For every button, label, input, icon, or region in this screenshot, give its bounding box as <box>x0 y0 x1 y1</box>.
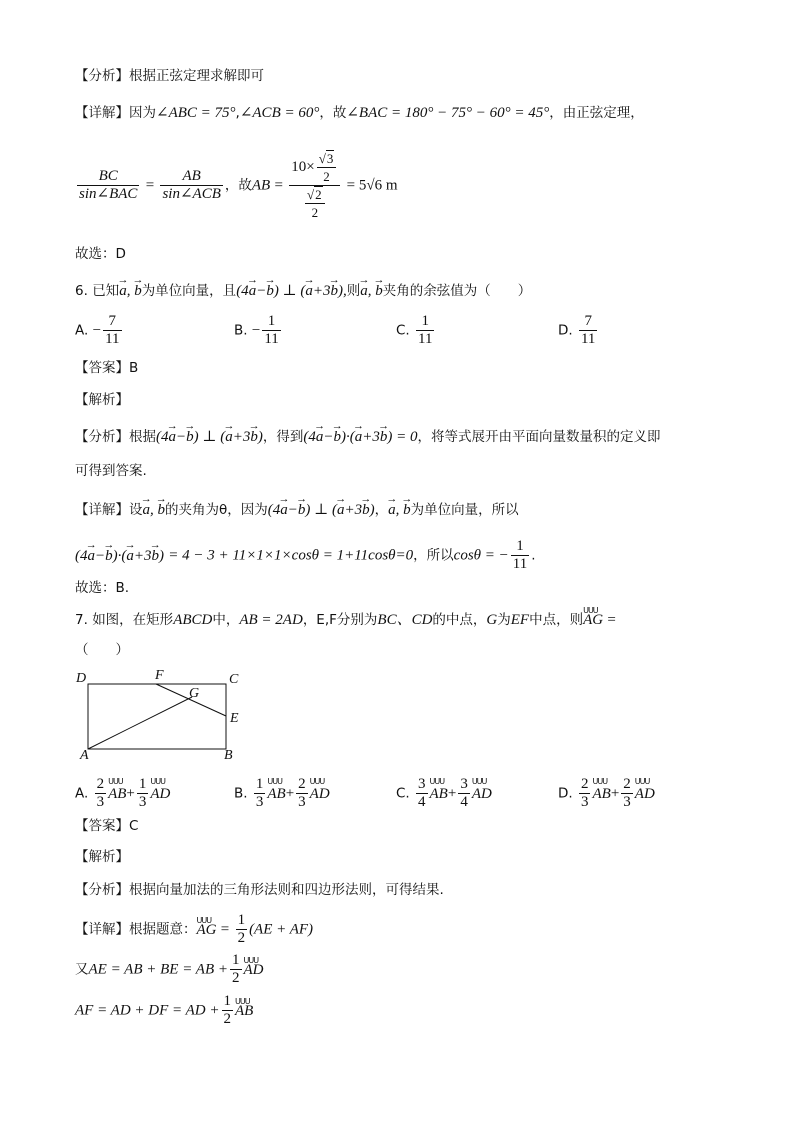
analysis-text: 根据正弦定理求解即可 <box>129 68 264 84</box>
result: = 5√6 m <box>346 177 398 194</box>
frac-num: 1 <box>237 912 246 928</box>
frac-den: 3 <box>623 794 631 810</box>
q7-option-a: A. $\frac{2}{3}$ UUU AB+ $\frac{1}{3}$ UUU AD <box>75 776 170 811</box>
q6-option-d <box>558 313 599 348</box>
ef-segment: EF <box>510 612 530 628</box>
stem-a: 已知 <box>92 283 120 299</box>
q6-jiexi-tag: 【解析】 <box>75 392 129 408</box>
frac-den: 3 <box>255 794 264 810</box>
detail-prefix: 因为 <box>129 105 156 121</box>
detail-tag: 【详解】 <box>75 921 129 938</box>
q6-analysis <box>75 427 660 447</box>
option-letter: B. <box>234 785 248 802</box>
sum-ae-af: (AE + AF) <box>249 921 314 938</box>
vectors-a-b: → a, → b <box>143 502 166 518</box>
frac-den: 4 <box>460 794 468 810</box>
vector-ad: UUU AD <box>244 960 264 980</box>
big-frac-den <box>289 186 340 221</box>
coef2 <box>621 776 633 811</box>
frac-num: 1 <box>255 776 264 792</box>
q5-law-of-sines <box>75 150 398 220</box>
detail-mid1: ，故 <box>319 105 347 121</box>
stem-c: ，E,F分别为 <box>302 612 378 628</box>
angle-acb: ∠ACB = 60° <box>239 105 320 121</box>
vector-ab: UUU AB <box>267 786 285 803</box>
fraction-ab-over-sinacb <box>160 168 222 203</box>
detail-d: 为单位向量，所以 <box>410 502 519 518</box>
vector-ab: UUU AB <box>592 786 610 803</box>
vectors-a-b: → a, → b <box>119 283 142 299</box>
q5-answer-line: 故选：D <box>75 246 126 262</box>
detail-tag: 【详解】 <box>75 502 129 518</box>
label-c: C <box>229 672 239 687</box>
vectors-a-b: → a, → b <box>388 502 411 518</box>
q6-analysis-cont: 可得到答案. <box>75 463 147 479</box>
q6-option-a <box>75 313 124 348</box>
stem-b: 为单位向量，且 <box>141 283 237 299</box>
q7-line-af <box>75 993 253 1028</box>
frac-den: 3 <box>96 794 105 810</box>
q6-detail <box>75 500 519 520</box>
frac-num: 1 <box>232 952 240 968</box>
half <box>222 993 234 1028</box>
ab-label: AB <box>251 177 271 194</box>
angle-bac-calc: ∠BAC = 180° − 75° − 60° = 45° <box>346 105 550 121</box>
option-fraction <box>579 313 597 348</box>
option-fraction <box>103 313 121 348</box>
perp-condition: (4→ a−→ b) ⊥ (→ a+3→ b) <box>156 429 263 445</box>
option-letter: C. <box>396 785 410 802</box>
frac-num: 1 <box>262 313 280 331</box>
ab-eq: AB = 2AD <box>239 612 303 628</box>
frac-num: 7 <box>579 313 597 331</box>
analysis-c: ，将等式展开由平面向量数量积的定义即 <box>417 429 661 445</box>
question-number: 7. <box>75 612 88 628</box>
vector-ad: UUU AD <box>310 786 330 803</box>
q6-answer-line: 故选：B. <box>75 580 130 596</box>
af-expression: AF = AD + DF = AD + <box>75 1002 220 1019</box>
option-fraction <box>262 313 280 348</box>
frac-num: 1 <box>138 776 147 792</box>
perp-condition: (4→ a−→ b) ⊥ (→ a+3→ b), <box>236 283 347 299</box>
vector-ag: UUU AG <box>197 920 217 940</box>
label-a: A <box>80 748 89 763</box>
frac-num: 3 <box>418 776 426 792</box>
q7-option-c: C. $\frac{3}{4}$ UUU AB+ $\frac{3}{4}$ UUU AD <box>396 776 492 811</box>
bc-cd: BC、CD <box>377 612 433 628</box>
sqrt2: 2 <box>315 187 322 202</box>
analysis-text: 根据向量加法的三角形法则和四边形法则，可得结果. <box>129 882 444 898</box>
option-letter: A. <box>75 322 89 339</box>
coef1 <box>416 776 428 811</box>
rect-name: ABCD <box>173 612 213 628</box>
perp-condition: (4→ a−→ b) ⊥ (→ a+3→ b) <box>268 502 375 518</box>
analysis-tag: 【分析】 <box>75 68 129 84</box>
frac-num: 2 <box>298 776 306 792</box>
detail-text: 根据题意： <box>129 921 197 938</box>
frac-num: BC <box>77 168 139 186</box>
analysis-a: 根据 <box>129 429 156 445</box>
label-b: B <box>224 748 233 763</box>
q7-detail: 【详解】根据题意：UUU AG = $\frac{1}{2}$ (AE + AF) <box>75 912 313 947</box>
equals-sign: = <box>145 177 155 194</box>
answer-tag: 【答案】 <box>75 360 129 376</box>
coef1 <box>95 776 107 811</box>
frac-den: 3 <box>298 794 306 810</box>
segment-ag <box>88 697 192 749</box>
option-letter: A. <box>75 785 89 802</box>
frac-den: 2 <box>232 970 240 986</box>
gu-text: ，故 <box>224 177 252 194</box>
q6-answer <box>75 358 138 378</box>
stem-c: 则 <box>346 283 361 299</box>
frac-den: sin∠BAC <box>79 186 138 202</box>
option-letter: D. <box>558 785 573 802</box>
frac-num: 2 <box>96 776 105 792</box>
dot-product-zero: (4→ a−→ b)·(→ a+3→ b) = 0 <box>303 429 417 445</box>
ae-expression: AE = AB + BE = AB + <box>88 961 228 978</box>
frac-den: 4 <box>418 794 426 810</box>
frac-num: AB <box>160 168 222 186</box>
half <box>236 912 248 947</box>
vector-ag: UUU AG <box>583 610 603 630</box>
q6-option-b <box>234 313 283 348</box>
frac-num: 1 <box>416 313 434 331</box>
you-text: 又 <box>75 961 89 978</box>
analysis-tag: 【分析】 <box>75 882 129 898</box>
frac-den: 11 <box>512 556 528 572</box>
detail-a: 设 <box>129 502 143 518</box>
g-point: G <box>486 612 498 628</box>
stem-b: 中， <box>212 612 240 628</box>
option-letter: C. <box>396 322 410 339</box>
frac-num: 2 <box>623 776 631 792</box>
vector-ab: UUU AB <box>108 786 126 803</box>
cos-fraction <box>511 538 529 573</box>
dot-product: (4→ a−→ b)·(→ a+3→ b) <box>75 548 164 564</box>
equals-sign: = <box>274 177 283 194</box>
detail-tag: 【详解】 <box>75 105 129 121</box>
q5-detail-line: 【详解】因为∠ABC = 75°,∠ACB = 60°，故∠BAC = 180° − 75° − 60° = 45°，由正弦定理， <box>75 105 644 121</box>
label-d: D <box>76 671 87 686</box>
vector-ad: UUU AD <box>635 786 655 803</box>
q5-analysis-line <box>75 66 264 86</box>
q7-jiexi-tag: 【解析】 <box>75 849 129 865</box>
stem-d: 的中点， <box>432 612 487 628</box>
stem-d: 夹角的余弦值为（ ） <box>382 283 532 299</box>
detail-mid2: ，由正弦定理， <box>549 105 644 121</box>
q7-option-d: D. $\frac{2}{3}$ UUU AB+ $\frac{2}{3}$ UUU AD <box>558 776 655 811</box>
frac-num: 1 <box>511 538 529 556</box>
two: 2 <box>323 169 330 184</box>
sqrt3-over-2: $\frac{√3}{2}$ <box>317 150 337 185</box>
detail-c: ， <box>374 502 389 518</box>
q7-answer <box>75 816 138 836</box>
frac-den: sin∠ACB <box>162 186 221 202</box>
sqrt2-over-2: $\frac{√2}{2}$ <box>305 186 325 221</box>
expand-suffix: ，所以 <box>413 547 454 564</box>
frac-num: 7 <box>103 313 121 331</box>
answer-value: B <box>129 360 139 376</box>
coef2 <box>296 776 308 811</box>
vector-ad: UUU AD <box>150 786 170 803</box>
q6-stem <box>75 281 531 301</box>
stem-a: 如图，在矩形 <box>92 612 174 628</box>
analysis-tag: 【分析】 <box>75 429 129 445</box>
option-letter: B. <box>234 322 248 339</box>
q7-stem <box>75 610 616 630</box>
two: 2 <box>311 205 319 220</box>
frac-den: 2 <box>237 930 246 946</box>
q6-expand: (4→ a−→ b)·(→ a+3→ b) = 4 − 3 + 11×1×1×cosθ = 1+11cosθ=0，所以cosθ = − $\frac{1}{11}$ . <box>75 538 536 573</box>
frac-den: 11 <box>264 331 279 347</box>
frac-num: 1 <box>223 993 232 1009</box>
option-fraction <box>416 313 434 348</box>
vector-ad: UUU AD <box>472 786 492 803</box>
frac-num: 2 <box>580 776 589 792</box>
analysis-b: ，得到 <box>262 429 304 445</box>
coef2 <box>458 776 470 811</box>
answer-value: C <box>129 818 139 834</box>
answer-tag: 【答案】 <box>75 818 129 834</box>
sqrt3: 3 <box>326 151 334 166</box>
frac-num: 3 <box>460 776 468 792</box>
label-e: E <box>230 711 239 726</box>
vectors-a-b: → a, → b <box>360 283 383 299</box>
q7-option-b: B. $\frac{1}{3}$ UUU AB+ $\frac{2}{3}$ UUU AD <box>234 776 330 811</box>
q7-analysis <box>75 880 444 900</box>
coef1 <box>254 776 266 811</box>
q7-line-ae <box>75 952 264 987</box>
vector-ab: UUU AB <box>430 786 448 803</box>
frac-den: 3 <box>580 794 589 810</box>
angle-abc: ∠ABC = 75° <box>156 105 236 121</box>
frac-den: 11 <box>105 331 120 347</box>
detail-b: 的夹角为θ，因为 <box>165 502 268 518</box>
big-fraction <box>289 150 340 221</box>
frac-den: 11 <box>418 331 433 347</box>
label-f: F <box>155 668 164 683</box>
frac-den: 11 <box>580 331 596 347</box>
question-number: 6. <box>75 283 88 299</box>
equals: = <box>607 612 616 628</box>
fraction-bc-over-sinbac <box>77 168 139 203</box>
frac-den: 2 <box>223 1011 232 1027</box>
half <box>230 952 242 987</box>
label-g: G <box>189 686 200 701</box>
option-sign: − <box>251 322 261 339</box>
big-frac-num <box>289 150 340 186</box>
expand-expression: = 4 − 3 + 11×1×1×cosθ = 1+11cosθ=0 <box>168 547 414 564</box>
option-letter: D. <box>558 322 573 339</box>
vector-ab: UUU AB <box>235 1001 253 1021</box>
rect-abcd <box>88 684 226 749</box>
calc-num: 10× <box>291 158 315 175</box>
q6-option-c <box>396 313 436 348</box>
option-sign: − <box>92 322 102 339</box>
coef1 <box>579 776 591 811</box>
frac-den: 3 <box>138 794 147 810</box>
stem-e: 为 <box>497 612 511 628</box>
q7-paren: （ ） <box>75 642 129 658</box>
stem-f: 中点，则 <box>529 612 584 628</box>
cos-result: cosθ = − <box>453 547 509 564</box>
coef2 <box>137 776 149 811</box>
